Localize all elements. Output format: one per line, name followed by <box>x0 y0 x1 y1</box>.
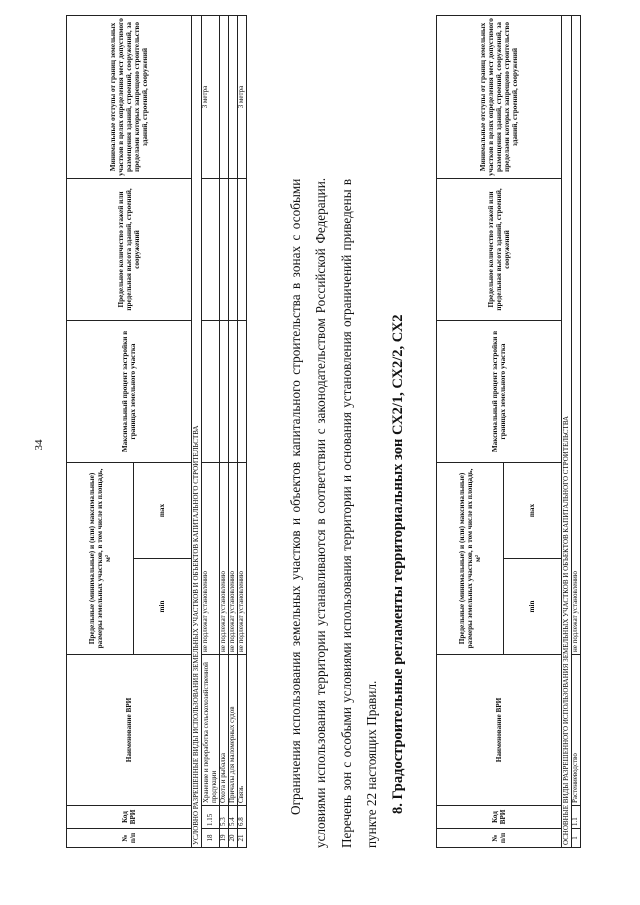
row-sizes: не подлежат установлению <box>229 463 238 655</box>
col-name-header: Наименование ВРИ <box>437 655 562 806</box>
paragraph-line-3: Перечень зон с особыми условиями использования территории и основания установления ограничений приведены в <box>339 178 354 848</box>
col-num-header: № п/п <box>437 829 562 848</box>
col-min-header: min <box>504 559 562 655</box>
section-title: УСЛОВНО РАЗРЕШЕННЫЕ ВИДЫ ИСПОЛЬЗОВАНИЯ ЗЕМЕЛЬНЫХ УЧАСТКОВ И ОБЪЕКТОВ КАПИТАЛЬНОГО СТРОИТЕЛЬСТВА <box>192 16 202 848</box>
row-sizes: не подлежат установлению <box>572 16 581 655</box>
col-name-header: Наименование ВРИ <box>67 655 192 806</box>
row-num: 1 <box>572 829 581 848</box>
col-num-header: № п/п <box>67 829 192 848</box>
paragraph-line-4: пункте 22 настоящих Правил. <box>364 680 379 848</box>
row-name: Хранение и переработка сельскохозяйственной продукции <box>202 655 220 806</box>
row-name: Причалы для маломерных судов <box>229 655 238 806</box>
col-floors-header: Предельное количество этажей или предельная высота зданий, строений, сооружений <box>67 179 192 321</box>
col-setback-header: Минимальные отступы от границ земельных участков в целях определения мест допустимого размещения зданий, строений, сооружений, за пределами которых запрещено строительство зданий, строений, сооружений <box>67 16 192 179</box>
col-percent-header: Максимальный процент застройки в границах земельного участка <box>67 321 192 463</box>
row-code: 1.1 <box>572 806 581 829</box>
row-sizes: не подлежат установлению <box>202 463 220 655</box>
row-num: 19 <box>220 829 229 848</box>
col-code-header: Код ВРИ <box>437 806 562 829</box>
row-percent <box>238 321 247 463</box>
page-number: 34 <box>33 439 45 451</box>
table-row <box>238 16 247 848</box>
row-num: 20 <box>229 829 238 848</box>
col-setback-header: Минимальные отступы от границ земельных участков в целях определения мест допустимого размещения зданий, строений, сооружений, за пределами которых запрещено строительство зданий, строений, сооружений <box>437 16 562 179</box>
col-sizes-header: Предельные (минимальные) и (или) максимальные) размеры земельных участков, в том числе их площадь, м² <box>437 463 504 655</box>
row-setback: 3 метра <box>202 16 220 179</box>
row-code: 1.15 <box>202 806 220 829</box>
section-title: ОСНОВНЫЕ ВИДЫ РАЗРЕШЕННОГО ИСПОЛЬЗОВАНИЯ ЗЕМЕЛЬНЫХ УЧАСТКОВ И ОБЪЕКТОВ КАПИТАЛЬНОГО СТРОИТЕЛЬСТВА <box>562 16 572 848</box>
col-max-header: max <box>504 463 562 559</box>
table-row <box>229 16 238 848</box>
row-code: 5.4 <box>229 806 238 829</box>
table-row <box>202 16 220 848</box>
regulation-table-1 <box>66 15 247 848</box>
section-heading: 8. Градостроительные регламенты территориальных зон СХ2/1, СХ2/2, СХ2 <box>390 314 406 814</box>
table-row <box>572 16 581 848</box>
row-percent <box>220 321 229 463</box>
col-max-header: max <box>134 463 192 559</box>
row-name: Растениеводство <box>572 655 581 806</box>
row-name: Охота и рыбалка <box>220 655 229 806</box>
row-setback: 3 метра <box>238 16 247 179</box>
row-percent <box>229 321 238 463</box>
row-num: 21 <box>238 829 247 848</box>
row-sizes: не подлежат установлению <box>220 463 229 655</box>
row-sizes: не подлежат установлению <box>238 463 247 655</box>
regulation-table-2 <box>436 15 581 848</box>
row-percent <box>202 321 220 463</box>
row-floors <box>238 179 247 321</box>
col-min-header: min <box>134 559 192 655</box>
row-floors <box>220 179 229 321</box>
row-num: 18 <box>202 829 220 848</box>
row-floors <box>229 179 238 321</box>
row-name: Связь <box>238 655 247 806</box>
row-code: 6.8 <box>238 806 247 829</box>
paragraph-line-1: Ограничения использования земельных участков и объектов капитального строительства в зонах с особыми <box>288 178 303 815</box>
row-floors <box>202 179 220 321</box>
row-code: 5.3 <box>220 806 229 829</box>
col-sizes-header: Предельные (минимальные) и (или) максимальные) размеры земельных участков, в том числе их площадь, м² <box>67 463 134 655</box>
paragraph-line-2: условиями использования территории устанавливаются в соответствии с законодательством Российской Федерации. <box>313 177 328 848</box>
col-percent-header: Максимальный процент застройки в границах земельного участка <box>437 321 562 463</box>
col-floors-header: Предельное количество этажей или предельная высота зданий, строений, сооружений <box>437 179 562 321</box>
row-setback <box>220 16 229 179</box>
col-code-header: Код ВРИ <box>67 806 192 829</box>
